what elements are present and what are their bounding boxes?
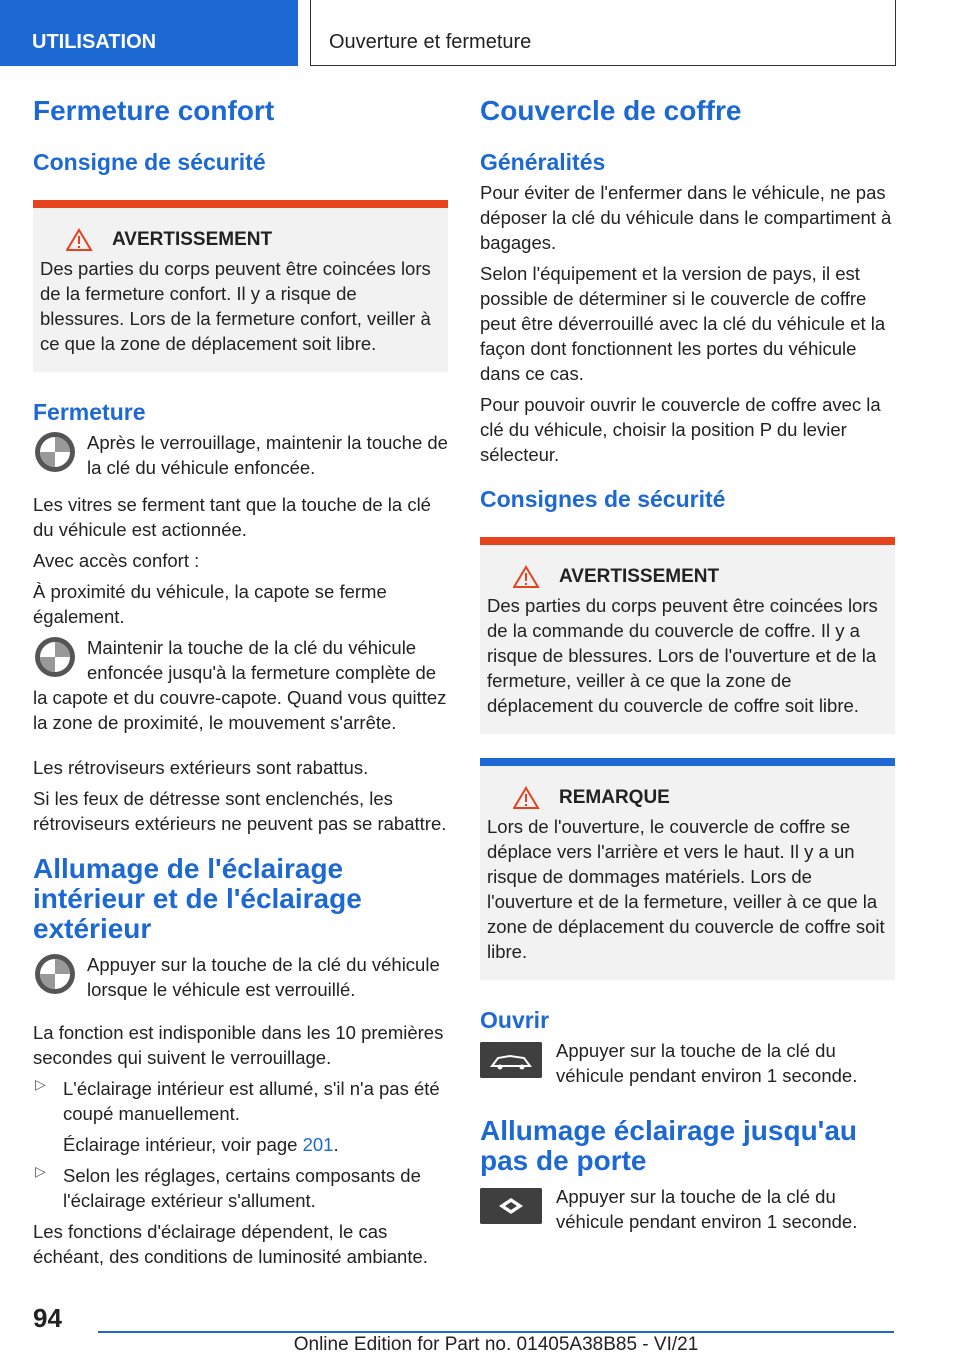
notice-text: Lors de l'ouverture, le couvercle de coffre se déplace vers l'arrière et vers le haut. Il y a un risque de dommages matériels. Lors de l'ouverture et de la fermeture, veiller à ce que la zone de déplacement du couvercle de coffre soit libre. [487,816,885,962]
notice-label: REMARQUE [559,787,670,808]
warning-triangle-icon [513,786,547,810]
open-instruction: Appuyer sur la touche de la clé du véhicule pendant environ 1 seconde. [556,1040,858,1086]
footer-edition: Online Edition for Part no. 01405A38B85 - VI/21 [293,1334,699,1355]
warning-triangle-icon [513,565,547,589]
door-lighting-instruction: Appuyer sur la touche de la clé du véhicule pendant environ 1 seconde. [556,1186,858,1232]
closing-instruction: Après le verrouillage, maintenir la touche de la clé du véhicule enfoncée. [87,432,448,478]
left-column [33,96,448,1275]
cross-reference: Éclairage intérieur, voir page [63,1134,298,1155]
bullet-triangle-icon: ▷ [35,1076,46,1092]
bullet-text: Selon les réglages, certains composants de l'éclairage extérieur s'allument. [63,1165,421,1211]
bmw-key-icon [33,952,77,996]
warning-label: AVERTISSEMENT [559,566,720,587]
chapter-title: Ouverture et fermeture [310,0,896,66]
closing-heading: Fermeture [33,399,146,425]
section-title-door-lighting: Allumage éclairage jusqu'au pas de porte [480,1115,858,1176]
right-column [480,96,895,1246]
bmw-key-icon [33,430,77,474]
safety-heading: Consignes de sécurité [480,486,726,512]
lighting-instruction: Appuyer sur la touche de la clé du véhicule lorsque le véhicule est verrouillé. [87,954,440,1000]
bmw-key-icon [33,635,77,679]
warning-box [33,200,448,372]
warning-box [480,537,895,734]
warning-triangle-icon [66,228,100,252]
section-title-comfort-closing: Fermeture confort [33,95,275,126]
footer-divider [98,1331,894,1333]
list-item [33,1163,448,1213]
paragraph: Si les feux de détresse sont enclenchés, les rétroviseurs extérieurs ne peuvent pas se rabattre. [33,788,447,834]
section-title-trunk-lid: Couvercle de coffre [480,95,742,126]
paragraph: Les vitres se ferment tant que la touche de la clé du véhicule est actionnée. [33,494,431,540]
list-item: ▷ L'éclairage intérieur est allumé, s'il n'a pas été coupé manuellement. Éclairage intérieur, voir page 201. [33,1076,448,1157]
paragraph: Pour pouvoir ouvrir le couvercle de coffre avec la clé du véhicule, choisir la position P du levier sélecteur. [480,394,881,465]
bullet-text: L'éclairage intérieur est allumé, s'il n'a pas été coupé manuellement. [63,1078,440,1124]
paragraph: Pour éviter de l'enfermer dans le véhicule, ne pas déposer la clé du véhicule dans le compartiment à bagages. [480,182,892,253]
warning-text: Des parties du corps peuvent être coincées lors de la fermeture confort. Il y a risque de blessures. Lors de la fermeture confort, veiller à ce que la zone de déplacement soit libre. [40,258,431,354]
page-link-201[interactable]: 201 [302,1134,334,1155]
warning-label: AVERTISSEMENT [112,229,273,250]
section-title-lighting: Allumage de l'éclairage intérieur et de l'éclairage extérieur [33,853,362,944]
safety-heading: Consigne de sécurité [33,149,266,175]
page-number: 94 [33,1303,62,1333]
paragraph: La fonction est indisponible dans les 10 premières secondes qui suivent le verrouillage. [33,1022,444,1068]
paragraph: Selon l'équipement et la version de pays, il est possible de déterminer si le couvercle de coffre peut être déverrouillé avec la clé du véhicule et la façon dont fonctionnent les portes du véhicule dans ce cas. [480,263,886,384]
section-tab: UTILISATION [0,0,298,66]
paragraph: Les rétroviseurs extérieurs sont rabattus. [33,757,369,778]
hold-key-instruction: Maintenir la touche de la clé du véhicule enfoncée jusqu'à la fermeture complète de la capote et du couvre-capote. Quand vous quittez la zone de proximité, le mouvement s'arrête. [33,637,447,733]
trunk-open-icon [480,1042,542,1078]
bullet-triangle-icon: ▷ [35,1163,46,1179]
notice-box [480,758,895,980]
door-light-icon [480,1188,542,1224]
open-heading: Ouvrir [480,1007,550,1033]
paragraph: À proximité du véhicule, la capote se ferme également. [33,581,387,627]
warning-text: Des parties du corps peuvent être coincées lors de la commande du couvercle de coffre. Il y a risque de blessures. Lors de l'ouverture et de la fermeture, veiller à ce que la zone de déplacement du couvercle de coffre soit libre. [487,595,878,716]
page-header [0,0,960,66]
paragraph: Avec accès confort : [33,550,200,571]
paragraph: Les fonctions d'éclairage dépendent, le cas échéant, des conditions de luminosité ambiante. [33,1221,428,1267]
general-heading: Généralités [480,149,606,175]
